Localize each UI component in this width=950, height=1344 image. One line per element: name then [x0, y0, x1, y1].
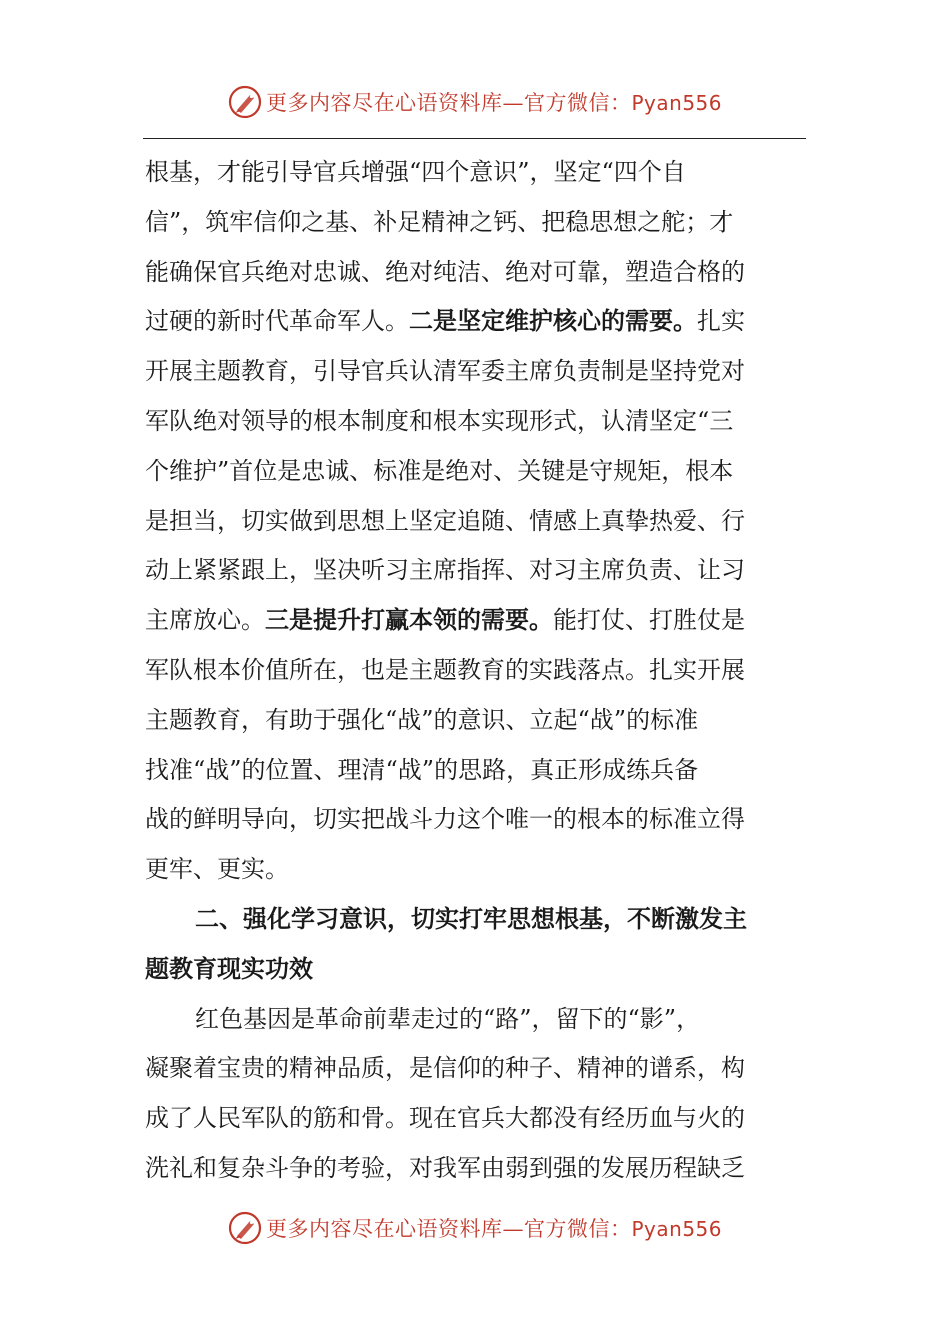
text-span: 战的鲜明导向，切实把战斗力这个唯一的根本的标准立得	[145, 805, 745, 834]
pen-nib-logo-icon	[228, 85, 262, 119]
text-line	[145, 347, 805, 397]
text-span: 主题教育，有助于强化“战”的意识、立起“战”的标准	[145, 705, 699, 734]
footer-banner	[0, 1208, 950, 1248]
banner-separator: —	[502, 1217, 524, 1241]
text-line	[145, 248, 805, 298]
text-span: 个维护”首位是忠诚、标准是绝对、关键是守规矩，根本	[145, 456, 734, 485]
text-span: 过硬的新时代革命军人。	[145, 307, 409, 336]
text-line	[145, 746, 805, 796]
banner-wechat-label: 官方微信：	[523, 91, 632, 115]
text-line	[145, 1044, 805, 1094]
text-line	[145, 148, 805, 198]
banner-text	[266, 87, 722, 117]
pen-nib-logo-icon	[228, 1211, 262, 1245]
header-banner	[0, 82, 950, 122]
text-span: 是担当，切实做到思想上坚定追随、情感上真挚热爱、行	[145, 506, 745, 535]
text-line	[145, 397, 805, 447]
text-line	[145, 1144, 805, 1194]
banner-wechat-label: 官方微信：	[523, 1217, 632, 1241]
text-span: 开展主题教育，引导官兵认清军委主席负责制是坚持党对	[145, 357, 745, 386]
text-span: 更牢、更实。	[145, 855, 289, 884]
document-body	[145, 148, 805, 1194]
text-line	[145, 845, 805, 895]
text-span: 根基，才能引导官兵增强“四个意识”，坚定“四个自	[145, 158, 686, 186]
text-span: 能确保官兵绝对忠诚、绝对纯洁、绝对可靠，塑造合格的	[145, 257, 745, 286]
text-span: 成了人民军队的筋和骨。现在官兵大都没有经历血与火的	[145, 1104, 745, 1133]
text-line	[145, 995, 805, 1045]
text-span: 红色基因是革命前辈走过的“路”，留下的“影”，	[195, 1004, 701, 1033]
section-heading: 二、强化学习意识，切实打牢思想根基，不断激发主	[195, 904, 747, 933]
text-line	[145, 646, 805, 696]
section-heading: 题教育现实功效	[145, 954, 313, 983]
text-span: 动上紧紧跟上，坚决听习主席指挥、对习主席负责、让习	[145, 556, 745, 585]
text-span: 军队绝对领导的根本制度和根本实现形式，认清坚定“三	[145, 406, 734, 435]
text-span: 能打仗、打胜仗是	[553, 606, 745, 635]
text-line	[145, 596, 805, 646]
text-span: 洗礼和复杂斗争的考验，对我军由弱到强的发展历程缺乏	[145, 1153, 745, 1182]
banner-text	[266, 1213, 722, 1243]
banner-separator: —	[502, 91, 524, 115]
text-span: 信”，筑牢信仰之基、补足精神之钙、把稳思想之舵；才	[145, 207, 734, 236]
bold-heading-span: 三是提升打赢本领的需要。	[265, 606, 553, 635]
text-line	[145, 447, 805, 497]
text-line	[145, 297, 805, 347]
text-line	[145, 696, 805, 746]
banner-wechat-handle: Pyan556	[631, 91, 722, 115]
text-span: 主席放心。	[145, 606, 265, 635]
text-line	[145, 546, 805, 596]
text-span: 找准“战”的位置、理清“战”的思路，真正形成练兵备	[145, 755, 699, 784]
bold-heading-span: 二是坚定维护核心的需要。	[409, 307, 697, 336]
text-span: 凝聚着宝贵的精神品质，是信仰的种子、精神的谱系，构	[145, 1054, 745, 1083]
text-line	[145, 1094, 805, 1144]
text-line	[145, 497, 805, 547]
section-heading-line	[145, 945, 805, 995]
header-divider	[143, 138, 806, 139]
text-line	[145, 198, 805, 248]
section-heading-line	[145, 895, 805, 945]
banner-wechat-handle: Pyan556	[631, 1217, 722, 1241]
text-line	[145, 795, 805, 845]
banner-main-text: 更多内容尽在心语资料库	[265, 91, 503, 115]
text-span: 扎实	[697, 307, 745, 336]
text-span: 军队根本价值所在，也是主题教育的实践落点。扎实开展	[145, 655, 745, 684]
banner-main-text: 更多内容尽在心语资料库	[265, 1217, 503, 1241]
